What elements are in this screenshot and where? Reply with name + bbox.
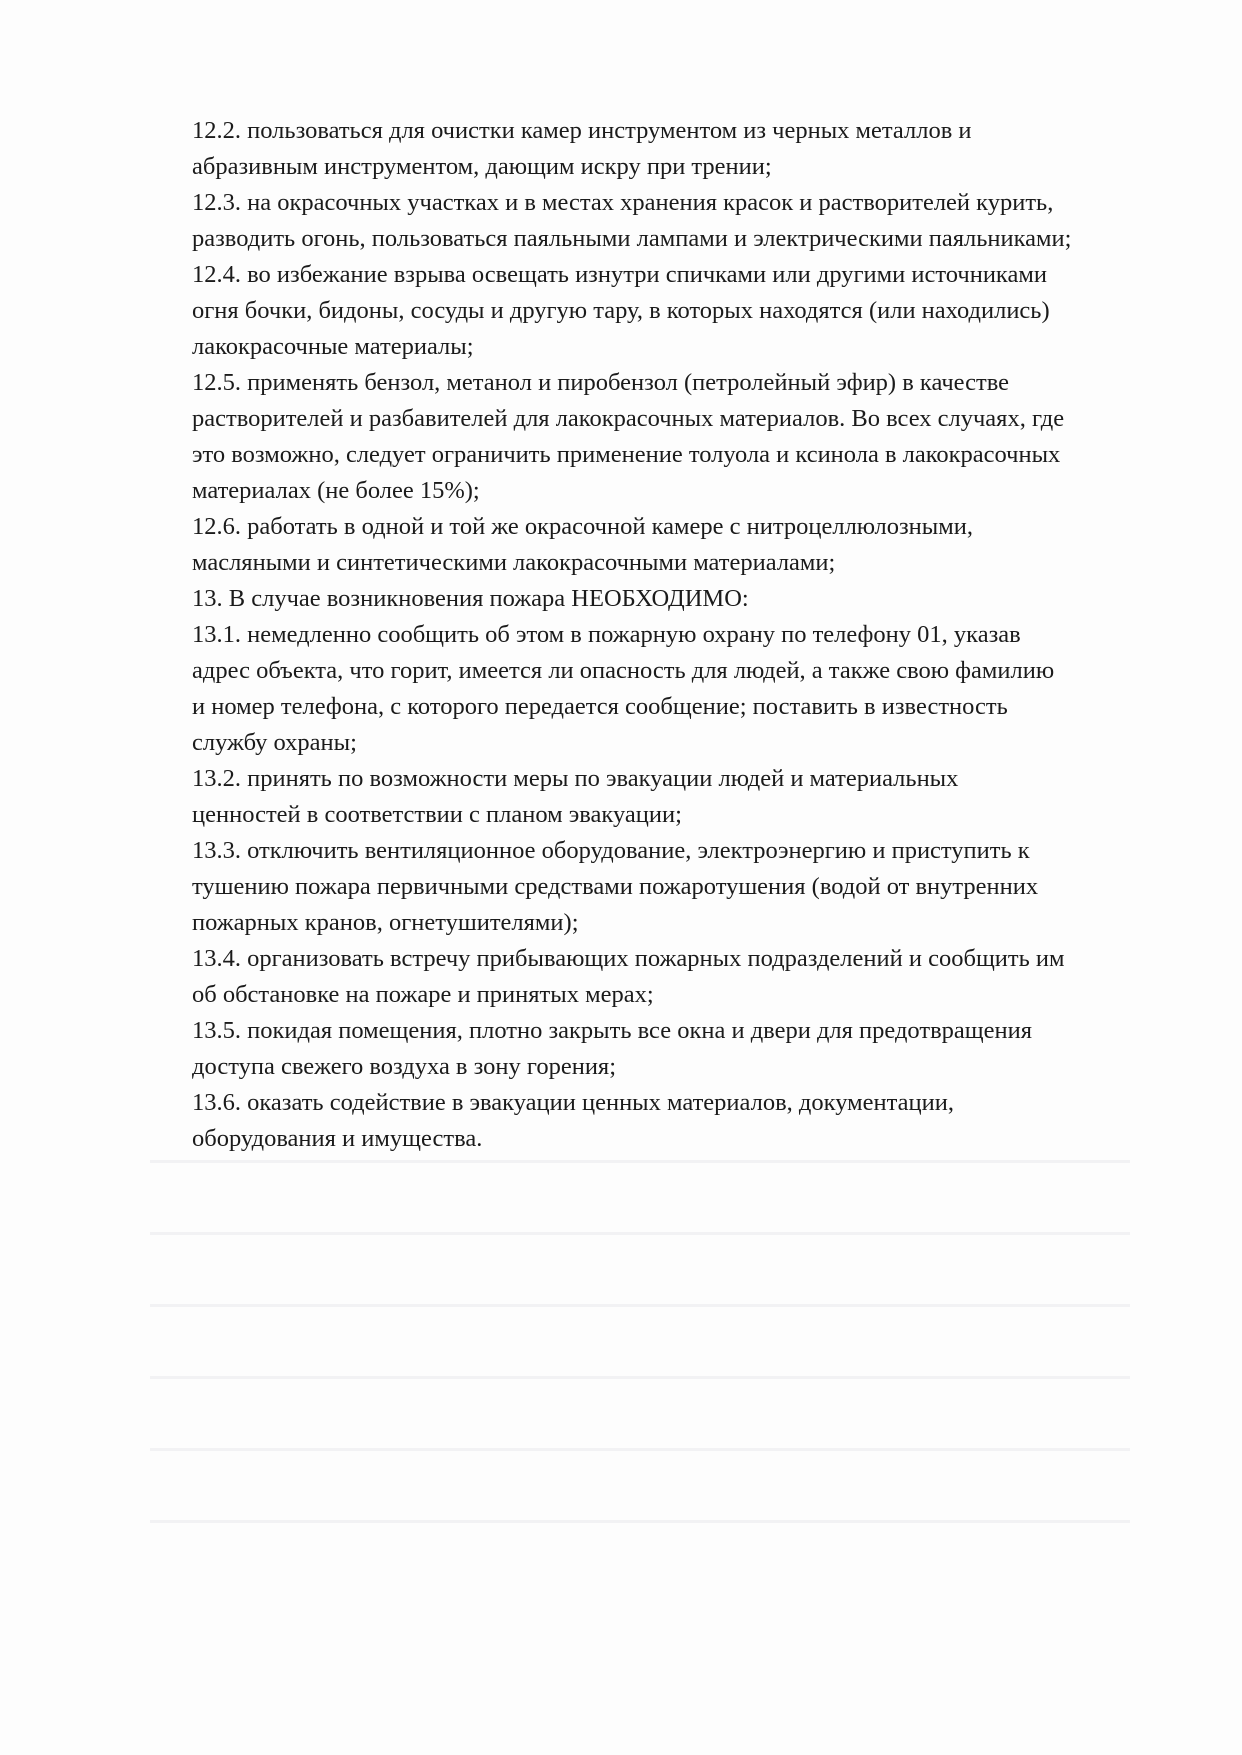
text-line: лакокрасочные материалы; [192,333,474,360]
text-line: 13.3. отключить вентиляционное оборудование, электроэнергию и приступить к [192,837,1030,864]
text-line: материалах (не более 15%); [192,477,480,504]
text-line: растворителей и разбавителей для лакокрасочных материалов. Во всех случаях, где [192,405,1065,432]
text-line: огня бочки, бидоны, сосуды и другую тару, в которых находятся (или находились) [192,297,1050,324]
text-line: 13.4. организовать встречу прибывающих пожарных подразделений и сообщить им [192,945,1065,972]
text-line: доступа свежего воздуха в зону горения; [192,1053,617,1080]
text-line: 13.5. покидая помещения, плотно закрыть все окна и двери для предотвращения [192,1017,1032,1044]
text-line: 12.4. во избежание взрыва освещать изнутри спичками или другими источниками [192,261,1047,288]
text-line: 13.1. немедленно сообщить об этом в пожарную охрану по телефону 01, указав [192,621,1021,648]
text-line: об обстановке на пожаре и принятых мерах; [192,981,654,1008]
show-through-line [150,1448,1130,1451]
text-line: ценностей в соответствии с планом эвакуации; [192,801,682,828]
show-through-line [150,1160,1130,1163]
text-line: масляными и синтетическими лакокрасочными материалами; [192,549,836,576]
text-line: 12.6. работать в одной и той же окрасочной камере с нитроцеллюлозными, [192,513,973,540]
text-line: адрес объекта, что горит, имеется ли опасность для людей, а также свою фамилию [192,657,1055,684]
text-line: службу охраны; [192,729,357,756]
text-line: 13. В случае возникновения пожара НЕОБХОДИМО: [192,585,749,612]
show-through-line [150,1520,1130,1523]
document-body [192,113,1192,1157]
text-line: разводить огонь, пользоваться паяльными лампами и электрическими паяльниками; [192,225,1072,252]
text-line: оборудования и имущества. [192,1125,483,1152]
text-line: 13.6. оказать содействие в эвакуации ценных материалов, документации, [192,1089,954,1116]
text-line: 12.3. на окрасочных участках и в местах хранения красок и растворителей курить, [192,189,1054,216]
text-line: 13.2. принять по возможности меры по эвакуации людей и материальных [192,765,959,792]
show-through-line [150,1376,1130,1379]
text-line: пожарных кранов, огнетушителями); [192,909,579,936]
show-through-line [150,1304,1130,1307]
text-line: абразивным инструментом, дающим искру при трении; [192,153,772,180]
text-line: и номер телефона, с которого передается сообщение; поставить в известность [192,693,1008,720]
text-line: тушению пожара первичными средствами пожаротушения (водой от внутренних [192,873,1039,900]
text-line: 12.5. применять бензол, метанол и пиробензол (петролейный эфир) в качестве [192,369,1010,396]
show-through-line [150,1232,1130,1235]
text-line: 12.2. пользоваться для очистки камер инструментом из черных металлов и [192,117,972,144]
text-line: это возможно, следует ограничить применение толуола и ксинола в лакокрасочных [192,441,1061,468]
